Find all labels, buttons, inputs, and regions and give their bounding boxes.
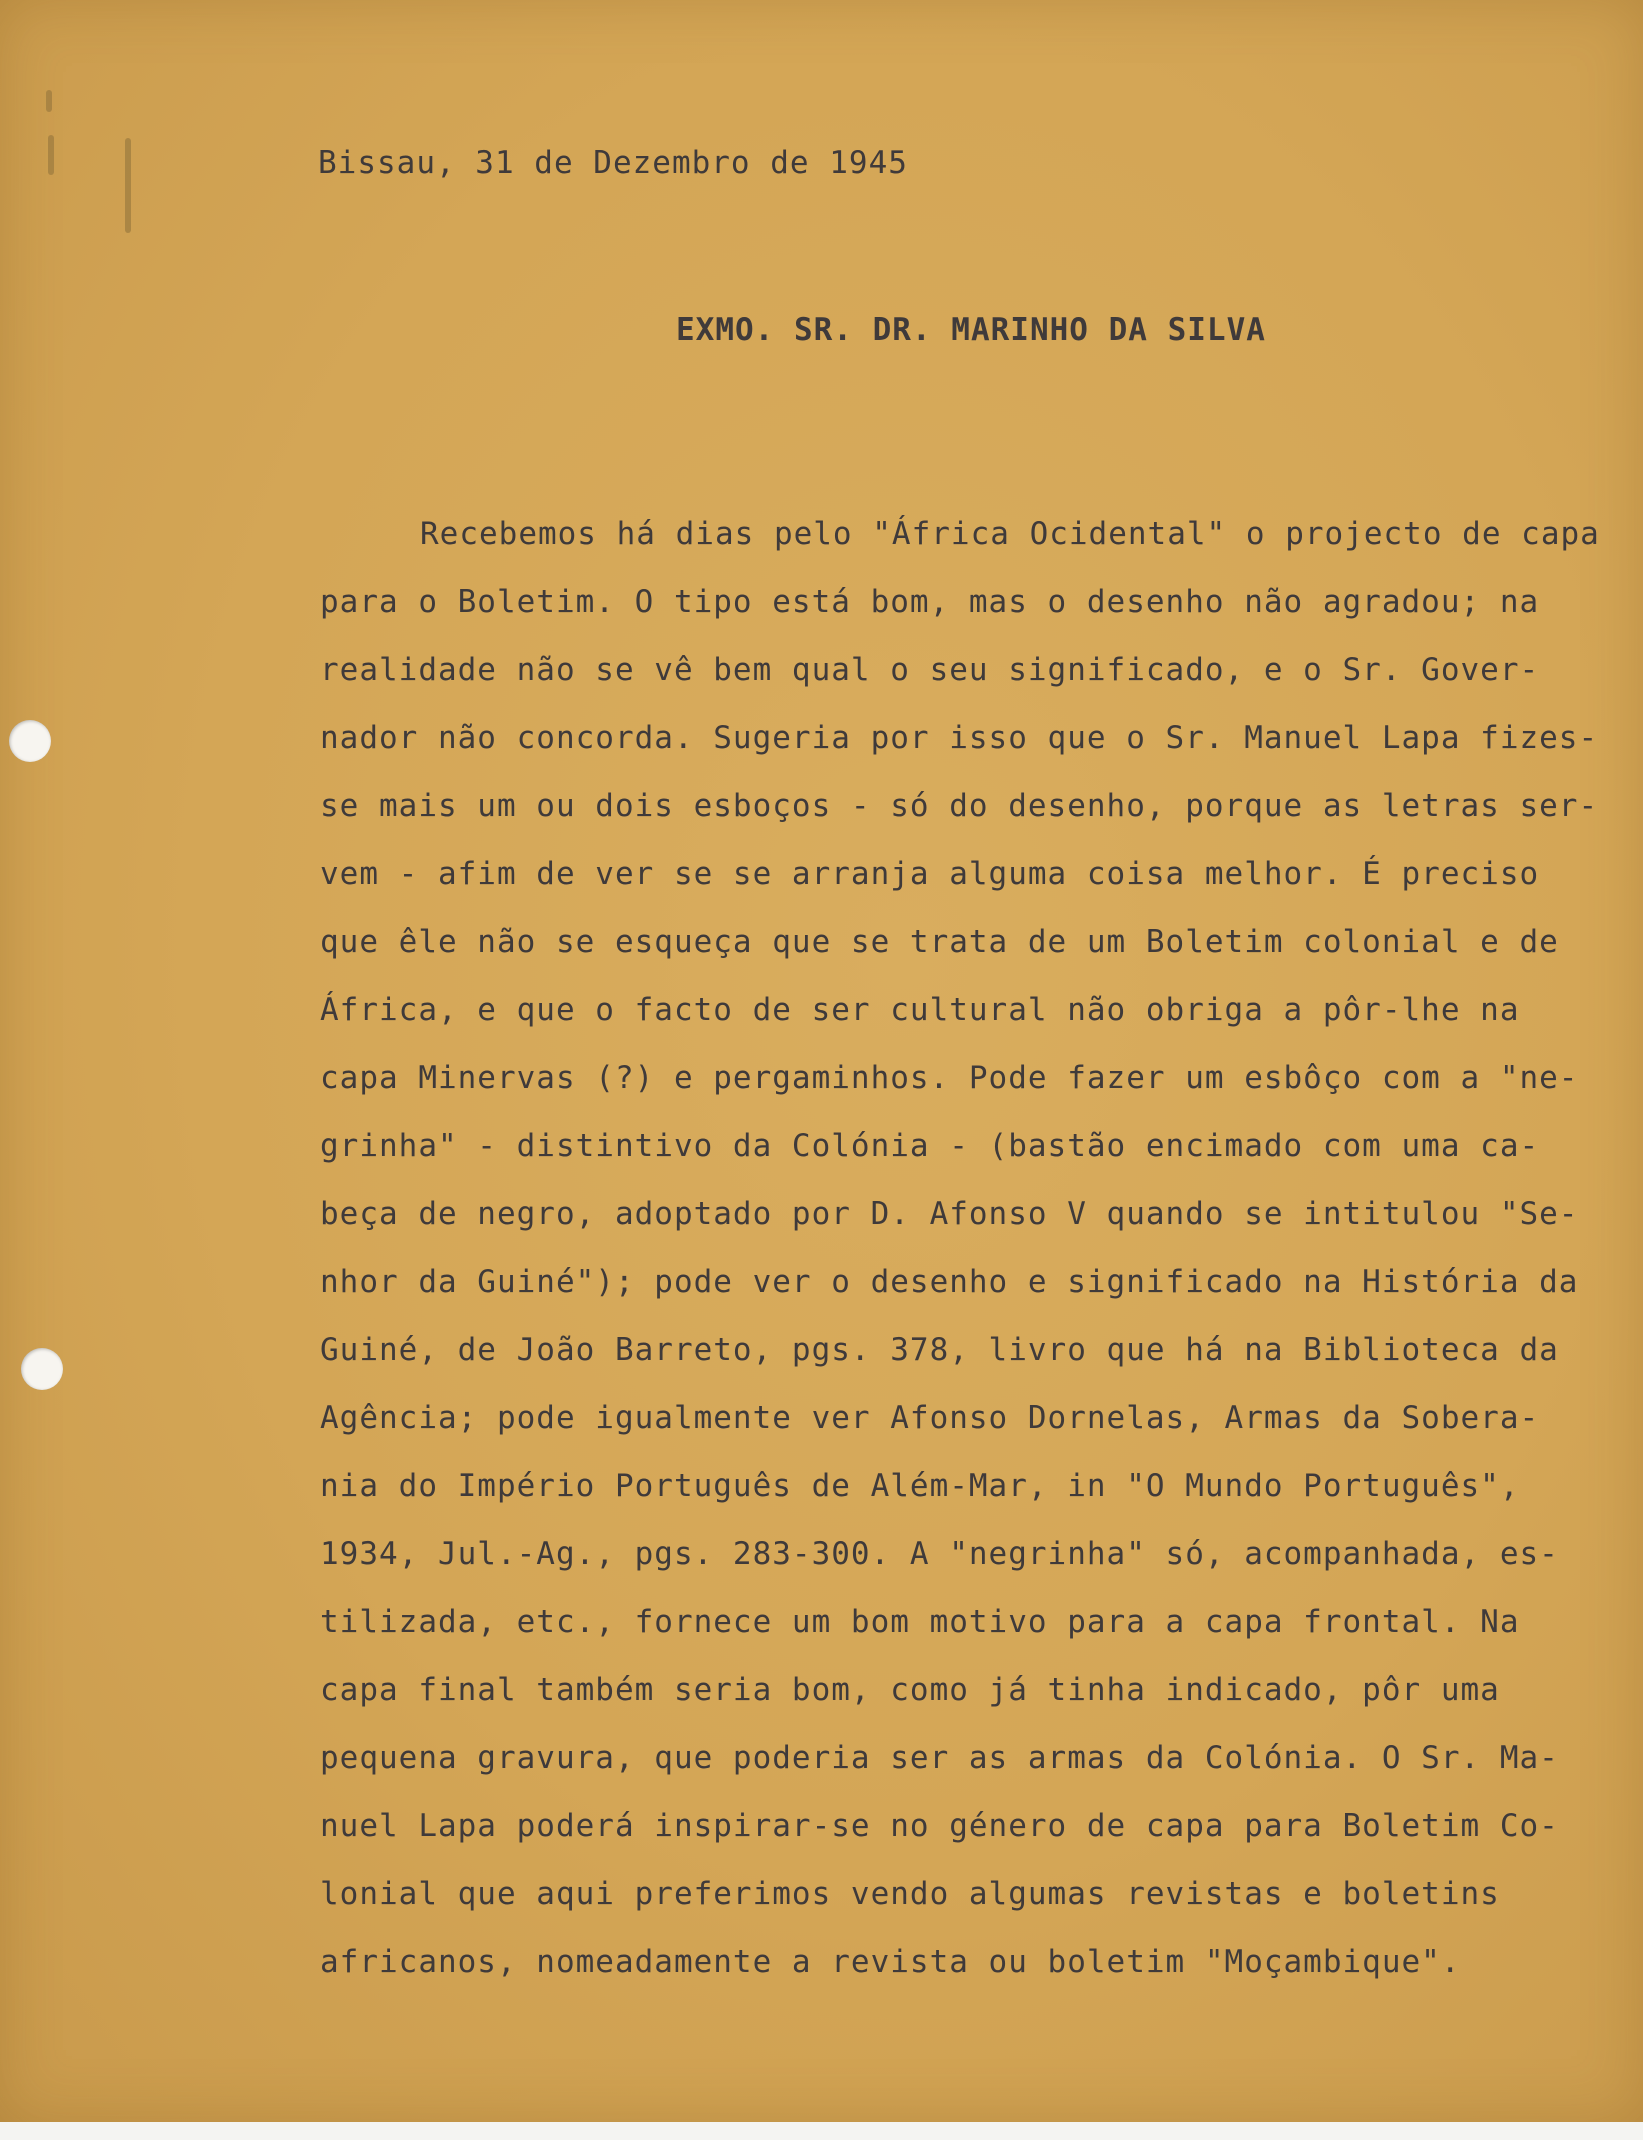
body-line: África, e que o facto de ser cultural não obriga a pôr-lhe na (320, 992, 1520, 1028)
body-line: nador não concorda. Sugeria por isso que o Sr. Manuel Lapa fizes- (320, 720, 1599, 756)
body-line: pequena gravura, que poderia ser as armas da Colónia. O Sr. Ma- (320, 1740, 1559, 1776)
body-line: Recebemos há dias pelo "África Ocidental" o projecto de capa (420, 516, 1600, 552)
staple-mark-left (48, 135, 54, 175)
body-line: beça de negro, adoptado por D. Afonso V quando se intitulou "Se- (320, 1196, 1579, 1232)
body-line: vem - afim de ver se se arranja alguma coisa melhor. É preciso (320, 856, 1540, 892)
date-line: Bissau, 31 de Dezembro de 1945 (318, 145, 908, 181)
body-line: se mais um ou dois esboços - só do desenho, porque as letras ser- (320, 788, 1599, 824)
body-line: que êle não se esqueça que se trata de um Boletim colonial e de (320, 924, 1559, 960)
punch-hole-lower (21, 1348, 63, 1390)
body-line: Agência; pode igualmente ver Afonso Dornelas, Armas da Sobera- (320, 1400, 1540, 1436)
body-line: nuel Lapa poderá inspirar-se no género de capa para Boletim Co- (320, 1808, 1559, 1844)
punch-hole-upper (9, 720, 51, 762)
addressee-line: EXMO. SR. DR. MARINHO DA SILVA (676, 312, 1266, 348)
body-line: africanos, nomeadamente a revista ou boletim "Moçambique". (320, 1944, 1461, 1980)
scan-margin (0, 2122, 1643, 2140)
staple-mark-top (46, 90, 52, 112)
body-line: capa final também seria bom, como já tinha indicado, pôr uma (320, 1672, 1500, 1708)
body-line: realidade não se vê bem qual o seu significado, e o Sr. Gover- (320, 652, 1540, 688)
body-line: tilizada, etc., fornece um bom motivo para a capa frontal. Na (320, 1604, 1520, 1640)
body-line: nhor da Guiné"); pode ver o desenho e significado na História da (320, 1264, 1579, 1300)
body-line: Guiné, de João Barreto, pgs. 378, livro que há na Biblioteca da (320, 1332, 1559, 1368)
body-line: para o Boletim. O tipo está bom, mas o desenho não agradou; na (320, 584, 1540, 620)
letter-body (320, 516, 1620, 2012)
body-line: lonial que aqui preferimos vendo algumas revistas e boletins (320, 1876, 1500, 1912)
staple-mark-right (125, 138, 131, 233)
body-line: 1934, Jul.-Ag., pgs. 283-300. A "negrinha" só, acompanhada, es- (320, 1536, 1559, 1572)
body-line: capa Minervas (?) e pergaminhos. Pode fazer um esbôço com a "ne- (320, 1060, 1579, 1096)
body-line: nia do Império Português de Além-Mar, in "O Mundo Português", (320, 1468, 1520, 1504)
body-line: grinha" - distintivo da Colónia - (bastão encimado com uma ca- (320, 1128, 1540, 1164)
